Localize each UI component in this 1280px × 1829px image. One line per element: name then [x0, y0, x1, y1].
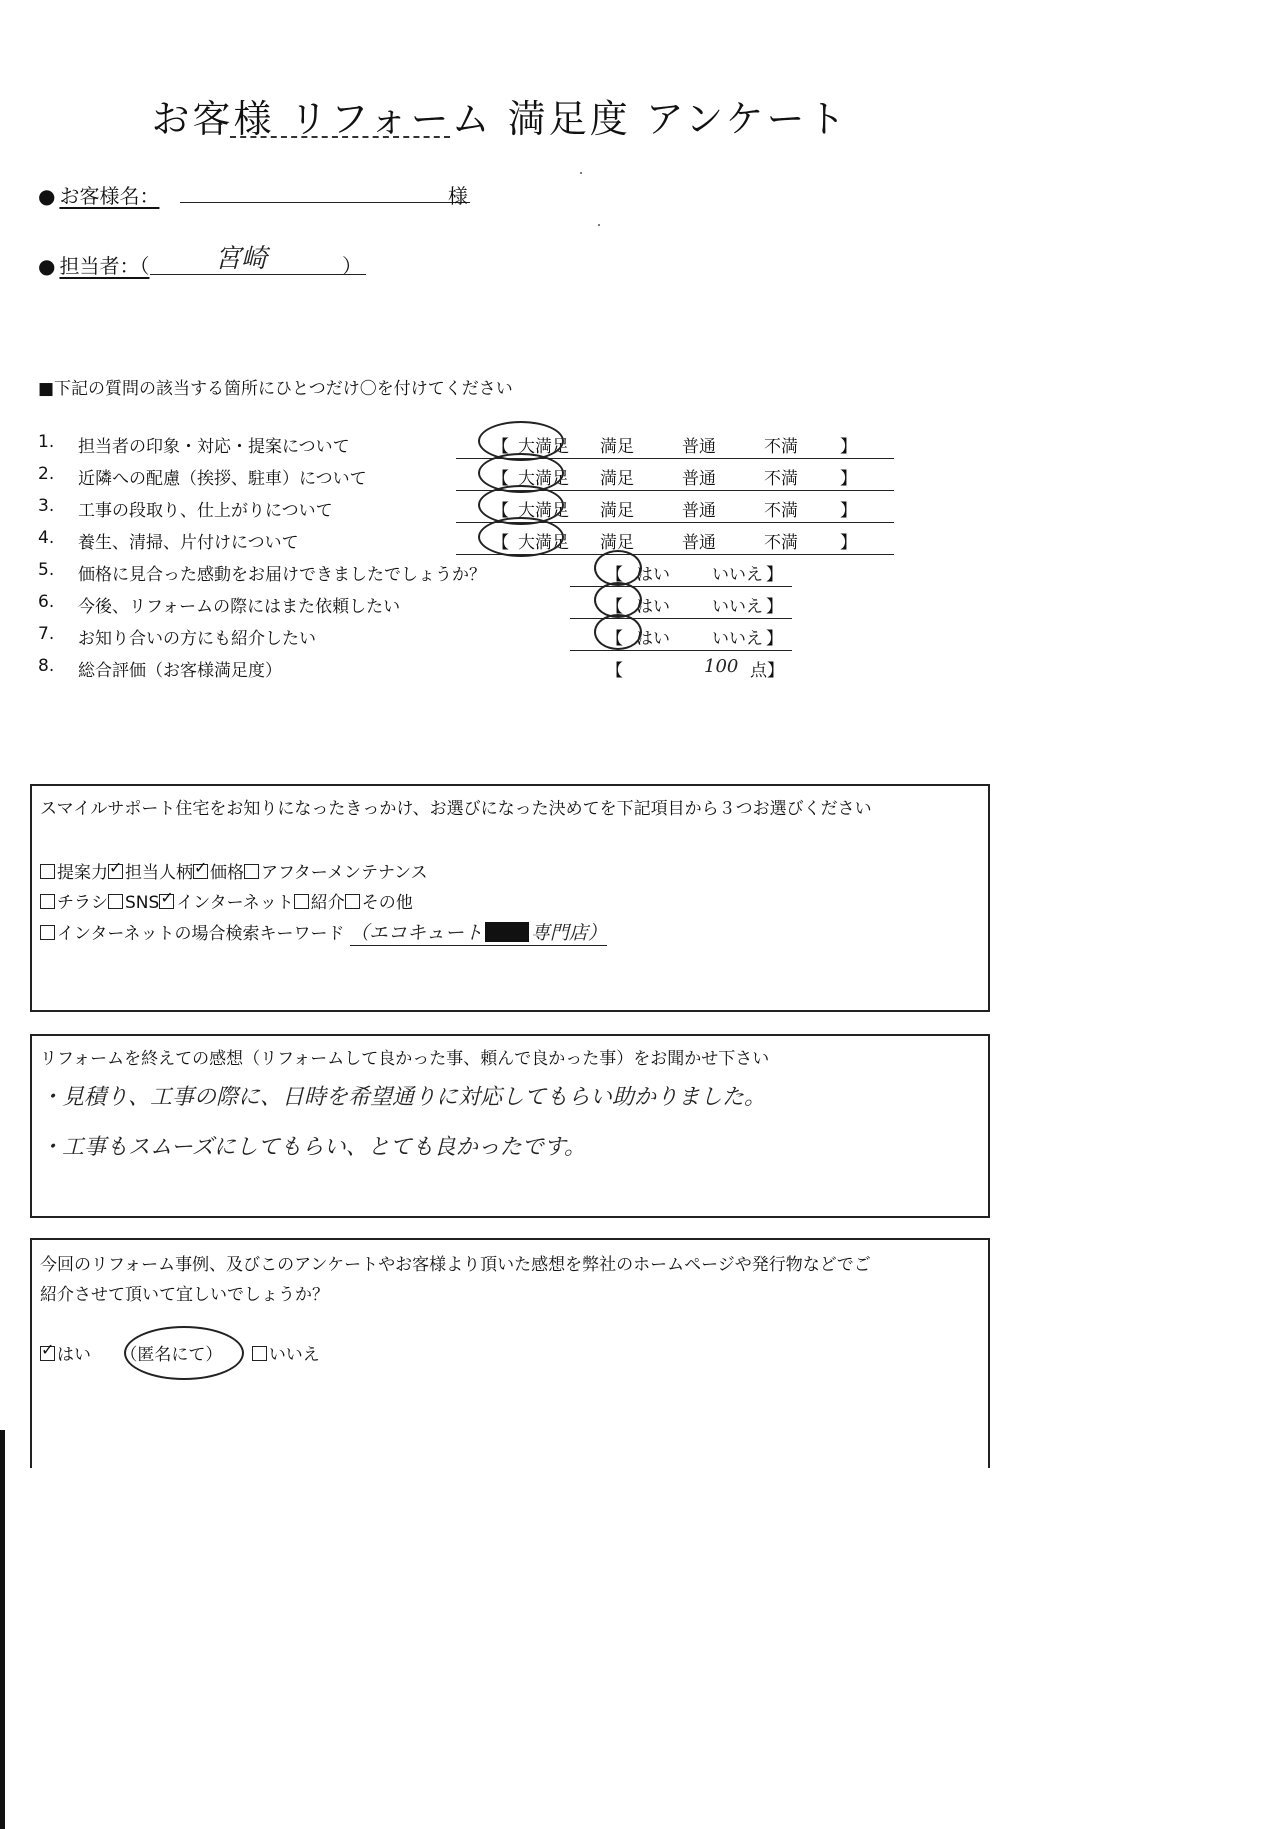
question-number: 4.	[38, 528, 55, 548]
option-manzoku[interactable]: 満足	[600, 469, 634, 489]
bracket-close: 】	[766, 597, 783, 617]
option-iie[interactable]: いいえ	[712, 565, 763, 585]
customer-name-field[interactable]	[180, 202, 470, 203]
staff-label: 担当者：（	[59, 254, 150, 278]
question-text: 養生、清掃、片付けについて	[78, 533, 299, 553]
how-found-heading: スマイルサポート住宅をお知りになったきっかけ、お選びになった決めてを下記項目から３つお選びください	[40, 799, 872, 819]
option-futsuu[interactable]: 普通	[682, 437, 716, 457]
bullet: ●	[38, 184, 56, 208]
bracket-close: 】	[840, 501, 857, 521]
option-fuman[interactable]: 不満	[764, 469, 798, 489]
reason-label: 価格	[210, 863, 244, 883]
scan-speck	[598, 224, 600, 226]
impression-line: ・工事もスムーズにしてもらい、とても良かったです。	[40, 1135, 587, 1160]
checkbox-checked[interactable]	[108, 864, 123, 879]
option-daimanzoku[interactable]: 大満足	[518, 501, 569, 521]
selection-circle	[594, 582, 642, 618]
bracket-open: 【	[606, 661, 623, 681]
option-iie[interactable]: いいえ	[712, 597, 763, 617]
question-number: 6.	[38, 592, 55, 612]
checkbox[interactable]	[252, 1346, 267, 1361]
bracket-close: 】	[766, 565, 783, 585]
bracket-open: 【	[492, 533, 509, 553]
bullet: ●	[38, 254, 56, 278]
reason-label: 担当人柄	[125, 863, 193, 883]
question-number: 1.	[38, 432, 55, 452]
bracket-close: 】	[840, 437, 857, 457]
staff-name: 宮崎	[215, 244, 268, 274]
checkbox[interactable]	[40, 925, 55, 940]
question-text: 近隣への配慮（挨拶、駐車）について	[78, 469, 367, 489]
anonymous-circle	[124, 1326, 244, 1380]
impression-line: ・見積り、工事の際に、日時を希望通りに対応してもらい助かりました。	[40, 1085, 767, 1110]
reason-row-2	[40, 888, 413, 913]
question-number: 8.	[38, 656, 55, 676]
survey-title: お客様 リフォーム 満足度 アンケート	[151, 97, 849, 141]
answer-options	[570, 656, 792, 682]
reason-label: SNS	[125, 893, 160, 913]
keyword-text: （エコキュート	[349, 922, 483, 944]
question-text: お知り合いの方にも紹介したい	[78, 629, 316, 649]
scan-edge-shadow	[0, 1430, 5, 1829]
bracket-open: 【	[492, 501, 509, 521]
redaction-block	[485, 922, 529, 942]
reason-label: チラシ	[57, 893, 108, 913]
publish-heading: 紹介させて頂いて宜しいでしょうか？	[40, 1285, 329, 1305]
checkbox[interactable]	[345, 894, 360, 909]
how-found-section	[30, 784, 990, 1012]
keyword-label: インターネットの場合検索キーワード	[57, 924, 345, 944]
question-text: 総合評価（お客様満足度）	[78, 661, 282, 681]
selection-circle	[594, 550, 642, 586]
checkbox[interactable]	[40, 864, 55, 879]
option-no: いいえ	[268, 1345, 320, 1365]
option-hai[interactable]: はい	[636, 597, 670, 617]
impressions-heading: リフォームを終えての感想（リフォームして良かった事、頼んで良かった事）をお聞かせ下さい	[40, 1049, 770, 1069]
option-manzoku[interactable]: 満足	[600, 501, 634, 521]
reason-label: 提案力	[57, 863, 108, 883]
option-daimanzoku[interactable]: 大満足	[518, 533, 569, 553]
bracket-open: 【	[606, 597, 623, 617]
option-manzoku[interactable]: 満足	[600, 533, 634, 553]
reason-label: その他	[361, 893, 413, 913]
score-value[interactable]: 100	[704, 656, 739, 677]
keyword-value[interactable]	[350, 922, 607, 946]
option-fuman[interactable]: 不満	[764, 533, 798, 553]
reason-label: インターネット	[176, 893, 294, 913]
staff-field[interactable]	[150, 274, 366, 275]
option-fuman[interactable]: 不満	[764, 501, 798, 521]
checkbox[interactable]	[244, 864, 259, 879]
selection-circle	[478, 517, 564, 557]
bracket-close: 】	[840, 533, 857, 553]
reason-label: アフターメンテナンス	[261, 863, 428, 883]
question-number: 2.	[38, 464, 55, 484]
customer-name-label: お客様名：	[59, 184, 160, 208]
question-text: 価格に見合った感動をお届けできましたでしょうか？	[78, 565, 486, 585]
keyword-row	[40, 918, 607, 945]
customer-name-row	[38, 180, 159, 209]
question-text: 工事の段取り、仕上がりについて	[78, 501, 333, 521]
keyword-text: 専門店）	[530, 922, 607, 944]
option-futsuu[interactable]: 普通	[682, 533, 716, 553]
option-manzoku[interactable]: 満足	[600, 437, 634, 457]
checkbox-checked[interactable]	[193, 864, 208, 879]
scan-speck	[580, 172, 582, 174]
option-yes: はい	[57, 1345, 91, 1365]
publish-heading: 今回のリフォーム事例、及びこのアンケートやお客様より頂いた感想を弊社のホームページや発行物などでご	[40, 1255, 871, 1275]
option-anonymous[interactable]: （匿名にて）	[120, 1345, 223, 1365]
option-futsuu[interactable]: 普通	[682, 501, 716, 521]
bracket-open: 【	[606, 565, 623, 585]
reason-label: 紹介	[310, 893, 345, 913]
checkbox[interactable]	[108, 894, 123, 909]
option-daimanzoku[interactable]: 大満足	[518, 437, 569, 457]
title-underline	[230, 136, 450, 138]
reason-row-1	[40, 858, 428, 883]
bracket-close: 】	[840, 469, 857, 489]
staff-close: ）	[342, 254, 362, 278]
score-unit: 点】	[750, 661, 784, 681]
option-hai[interactable]: はい	[636, 565, 670, 585]
question-number: 5.	[38, 560, 55, 580]
bracket-open: 【	[606, 629, 623, 649]
question-text: 担当者の印象・対応・提案について	[78, 437, 350, 457]
option-fuman[interactable]: 不満	[764, 437, 798, 457]
option-daimanzoku[interactable]: 大満足	[518, 469, 569, 489]
bracket-close: 】	[766, 629, 783, 649]
option-futsuu[interactable]: 普通	[682, 469, 716, 489]
checkbox[interactable]	[294, 894, 309, 909]
impressions-section	[30, 1034, 990, 1218]
question-text: 今後、リフォームの際にはまた依頼したい	[78, 597, 401, 617]
bracket-open: 【	[492, 469, 509, 489]
checkbox[interactable]	[40, 894, 55, 909]
question-number: 3.	[38, 496, 55, 516]
customer-suffix: 様	[448, 184, 468, 208]
staff-row	[38, 250, 149, 279]
instruction: ■下記の質問の該当する箇所にひとつだけ〇を付けてください	[38, 379, 513, 399]
bracket-open: 【	[492, 437, 509, 457]
option-hai[interactable]: はい	[636, 629, 670, 649]
question-number: 7.	[38, 624, 55, 644]
option-iie[interactable]: いいえ	[712, 629, 763, 649]
selection-circle	[594, 614, 642, 650]
checkbox-checked[interactable]	[159, 894, 174, 909]
checkbox-checked[interactable]	[40, 1346, 55, 1361]
